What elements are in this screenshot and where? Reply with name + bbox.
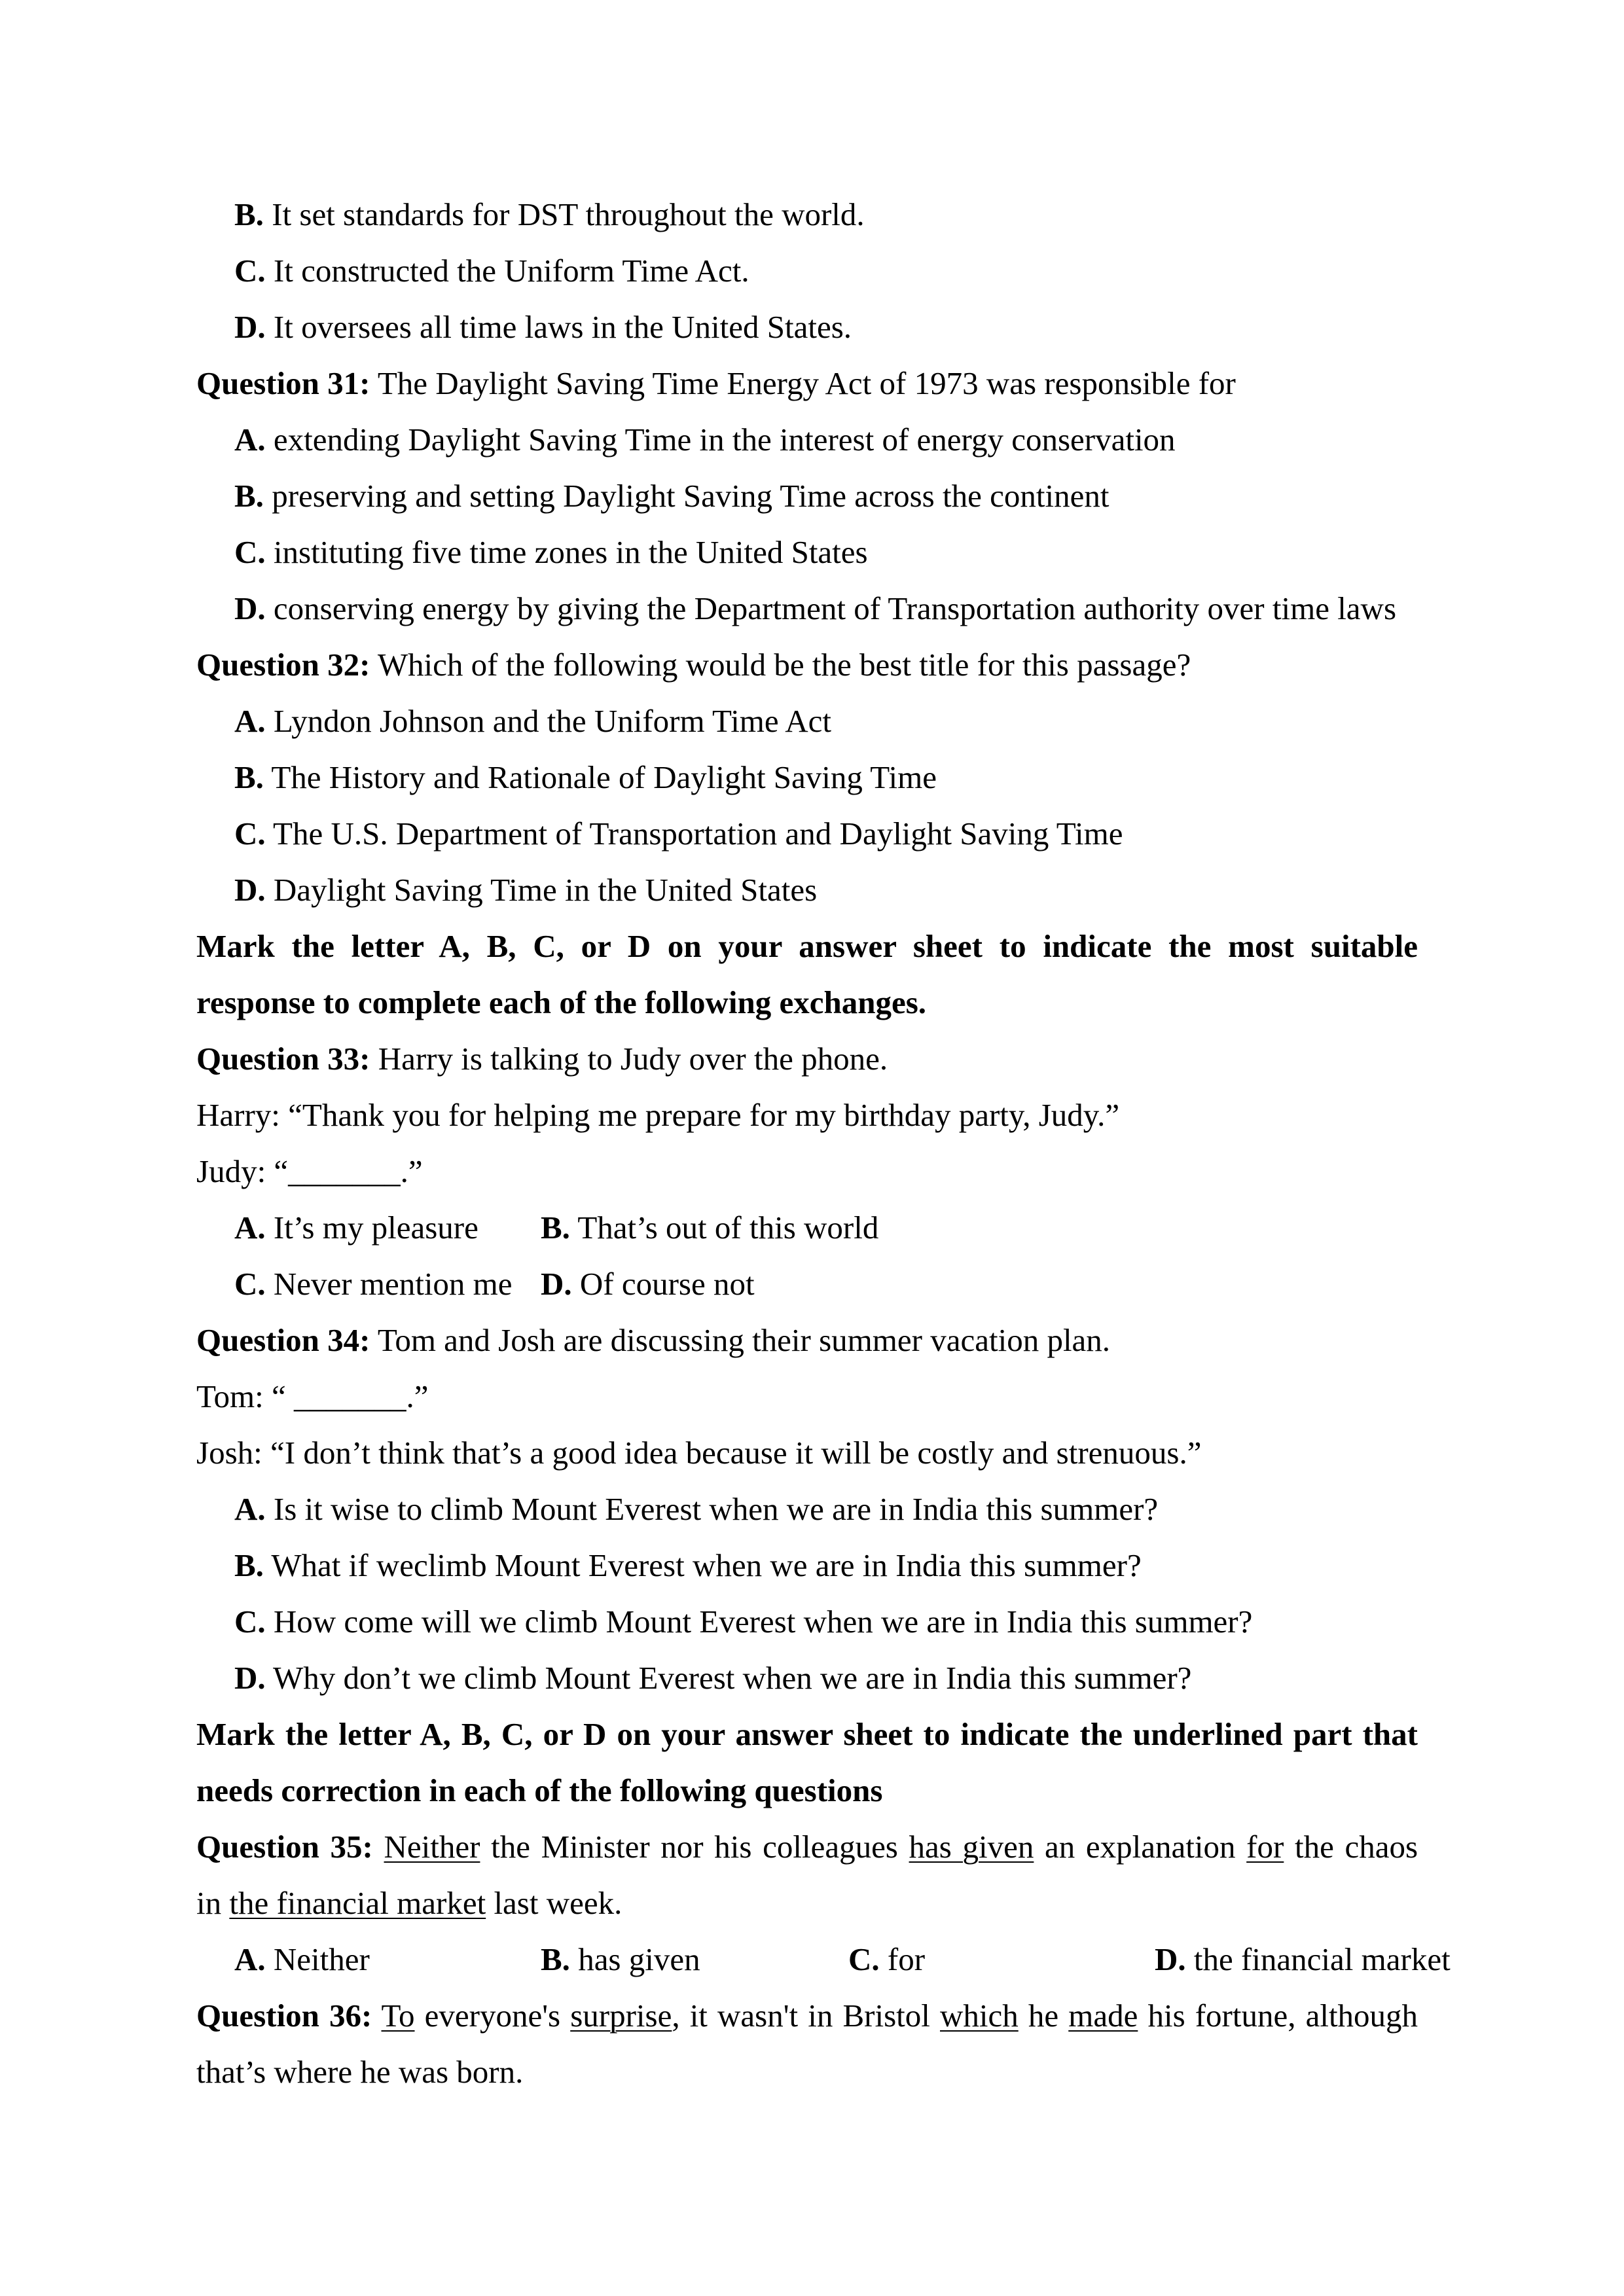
q34-dialog-tom: Tom: “ _______.”: [196, 1378, 429, 1414]
q33-option-d: D. Of course not: [541, 1266, 755, 1302]
q35-underline-d: the financial market: [229, 1885, 486, 1921]
q31-option-c: C. instituting five time zones in the United States: [234, 534, 868, 570]
q34-option-d: D. Why don’t we climb Mount Everest when we are in India this summer?: [234, 1660, 1192, 1696]
q35-stem-line2: in the financial market last week.: [196, 1885, 623, 1921]
q31-stem: Question 31: The Daylight Saving Time Energy Act of 1973 was responsible for: [196, 365, 1236, 401]
q35-stem: Question 35: Neither the Minister nor his colleagues has given an explanation for the chaos: [196, 1829, 1418, 1865]
q36-stem: Question 36: To everyone's surprise, it wasn't in Bristol which he made his fortune, although: [196, 1998, 1418, 2034]
q30-option-d: D. It oversees all time laws in the United States.: [234, 309, 852, 345]
q35-option-c: C. for: [848, 1941, 926, 1977]
q33-option-a: A. It’s my pleasure: [234, 1210, 478, 1246]
q35-underline-b: has given: [909, 1829, 1034, 1865]
q31-option-a: A. extending Daylight Saving Time in the interest of energy conservation: [234, 422, 1176, 457]
q34-option-b: B. What if weclimb Mount Everest when we are in India this summer?: [234, 1547, 1142, 1583]
q34-stem: Question 34: Tom and Josh are discussing their summer vacation plan.: [196, 1322, 1111, 1358]
q34-dialog-josh: Josh: “I don’t think that’s a good idea because it will be costly and strenuous.”: [196, 1435, 1202, 1471]
q31-option-b: B. preserving and setting Daylight Saving Time across the continent: [234, 478, 1110, 514]
q30-option-b: B. It set standards for DST throughout the world.: [234, 196, 865, 232]
q33-dialog-harry: Harry: “Thank you for helping me prepare for my birthday party, Judy.”: [196, 1097, 1120, 1133]
q33-stem: Question 33: Harry is talking to Judy over the phone.: [196, 1041, 888, 1077]
q35-option-b: B. has given: [541, 1941, 700, 1977]
q32-option-a: A. Lyndon Johnson and the Uniform Time Act: [234, 703, 831, 739]
q36-stem-line2: that’s where he was born.: [196, 2054, 524, 2090]
section-correction-instruction-line2: needs correction in each of the following questions: [196, 1772, 883, 1808]
q36-underline-b: surprise: [570, 1998, 672, 2034]
q32-option-c: C. The U.S. Department of Transportation and Daylight Saving Time: [234, 816, 1123, 852]
q36-underline-a: To: [381, 1998, 415, 2034]
section-exchanges-instruction-line2: response to complete each of the following exchanges.: [196, 984, 927, 1020]
q36-underline-d: made: [1068, 1998, 1138, 2034]
q32-option-d: D. Daylight Saving Time in the United States: [234, 872, 818, 908]
q31-option-d: D. conserving energy by giving the Department of Transportation authority over time laws: [234, 590, 1397, 626]
q35-underline-a: Neither: [384, 1829, 480, 1865]
q35-option-a: A. Neither: [234, 1941, 370, 1977]
q34-option-c: C. How come will we climb Mount Everest when we are in India this summer?: [234, 1604, 1253, 1640]
section-correction-instruction-line1: Mark the letter A, B, C, or D on your answer sheet to indicate the underlined part that: [196, 1716, 1418, 1752]
section-exchanges-instruction-line1: Mark the letter A, B, C, or D on your answer sheet to indicate the most suitable: [196, 928, 1418, 964]
q33-option-b: B. That’s out of this world: [541, 1210, 879, 1246]
q32-option-b: B. The History and Rationale of Daylight Saving Time: [234, 759, 937, 795]
q33-option-c: C. Never mention me: [234, 1266, 513, 1302]
q30-option-c: C. It constructed the Uniform Time Act.: [234, 253, 749, 289]
q36-underline-c: which: [940, 1998, 1019, 2034]
q33-dialog-judy: Judy: “_______.”: [196, 1153, 423, 1189]
q35-option-d: D. the financial market: [1155, 1941, 1451, 1977]
q34-option-a: A. Is it wise to climb Mount Everest when we are in India this summer?: [234, 1491, 1159, 1527]
q32-stem: Question 32: Which of the following would be the best title for this passage?: [196, 647, 1191, 683]
q35-underline-c: for: [1246, 1829, 1284, 1865]
